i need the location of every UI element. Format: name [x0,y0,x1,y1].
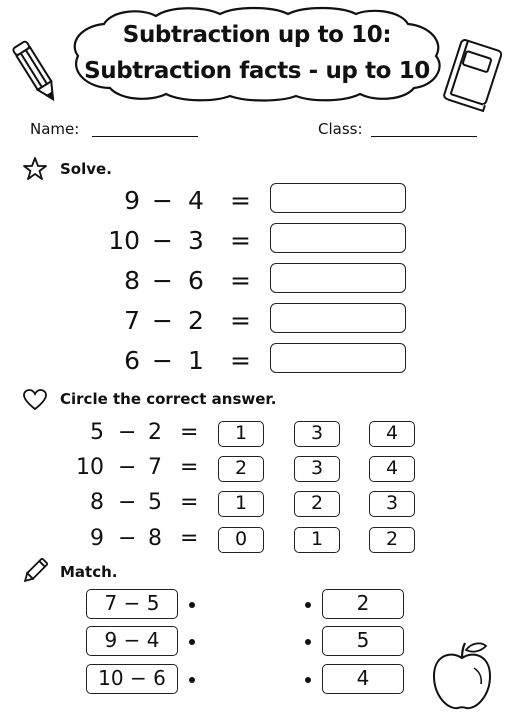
answer-option[interactable]: 3 [369,491,415,517]
second-number: 2 [188,306,204,335]
answer-option[interactable]: 1 [218,421,264,447]
class-field[interactable] [371,136,477,137]
minus-sign: − [152,266,173,295]
first-number: 9 [124,186,140,215]
answer-option[interactable]: 1 [294,527,340,553]
circle-problem [80,420,200,448]
second-number: 5 [148,490,162,515]
solve-heading: Solve. [60,160,112,178]
solve-problem [90,306,260,336]
minus-sign: − [152,226,173,255]
match-dot-right[interactable] [305,639,311,645]
second-number: 7 [148,455,162,480]
first-number: 5 [90,420,104,445]
circle-problem [80,490,200,518]
answer-box[interactable] [270,183,406,213]
second-number: 6 [188,266,204,295]
first-number: 6 [124,346,140,375]
answer-option[interactable]: 4 [369,456,415,482]
heart-icon [22,388,48,412]
second-number: 2 [148,420,162,445]
minus-sign: − [152,186,173,215]
name-field[interactable] [92,136,198,137]
match-answer[interactable]: 4 [322,664,404,694]
book-icon [440,36,506,112]
answer-option[interactable]: 0 [218,527,264,553]
equals-sign: = [230,346,251,375]
first-number: 10 [76,455,104,480]
answer-option[interactable]: 2 [294,491,340,517]
minus-sign: − [118,455,137,480]
match-dot-left[interactable] [189,639,195,645]
solve-problem [90,266,260,296]
second-number: 8 [148,526,162,551]
circle-heading: Circle the correct answer. [60,390,277,408]
answer-box[interactable] [270,303,406,333]
title-cloud [64,6,450,104]
equals-sign: = [180,455,199,480]
match-heading: Match. [60,563,118,581]
minus-sign: − [118,526,137,551]
equals-sign: = [230,186,251,215]
title-line-1: Subtraction up to 10: [122,22,392,48]
match-answer[interactable]: 2 [322,589,404,619]
first-number: 7 [124,306,140,335]
answer-option[interactable]: 3 [294,421,340,447]
name-label: Name: [30,120,80,138]
equals-sign: = [180,526,199,551]
equals-sign: = [230,226,251,255]
first-number: 8 [90,490,104,515]
answer-option[interactable]: 1 [218,491,264,517]
circle-problem [80,526,200,554]
equals-sign: = [230,266,251,295]
match-dot-left[interactable] [189,677,195,683]
star-icon [22,156,48,182]
match-dot-right[interactable] [305,602,311,608]
class-label: Class: [318,120,363,138]
circle-problem [76,455,200,483]
match-dot-left[interactable] [189,602,195,608]
title-line-2: Subtraction facts - up to 10 [84,58,430,84]
equals-sign: = [180,490,199,515]
solve-problem [90,186,260,216]
minus-sign: − [118,490,137,515]
solve-problem [90,226,260,256]
apple-icon [428,638,496,714]
match-expression[interactable]: 7 − 5 [86,589,178,619]
match-expression[interactable]: 10 − 6 [86,664,178,694]
match-dot-right[interactable] [305,677,311,683]
first-number: 8 [124,266,140,295]
second-number: 3 [188,226,204,255]
answer-box[interactable] [270,263,406,293]
second-number: 4 [188,186,204,215]
answer-option[interactable]: 2 [369,527,415,553]
second-number: 1 [188,346,204,375]
match-expression[interactable]: 9 − 4 [86,626,178,656]
minus-sign: − [118,420,137,445]
pencil-icon [20,556,50,586]
answer-option[interactable]: 4 [369,421,415,447]
answer-option[interactable]: 3 [294,456,340,482]
minus-sign: − [152,346,173,375]
match-answer[interactable]: 5 [322,626,404,656]
answer-option[interactable]: 2 [218,456,264,482]
solve-problem [90,346,260,376]
answer-box[interactable] [270,223,406,253]
minus-sign: − [152,306,173,335]
first-number: 9 [90,526,104,551]
equals-sign: = [180,420,199,445]
pencil-icon [12,36,60,108]
equals-sign: = [230,306,251,335]
answer-box[interactable] [270,343,406,373]
first-number: 10 [108,226,140,255]
